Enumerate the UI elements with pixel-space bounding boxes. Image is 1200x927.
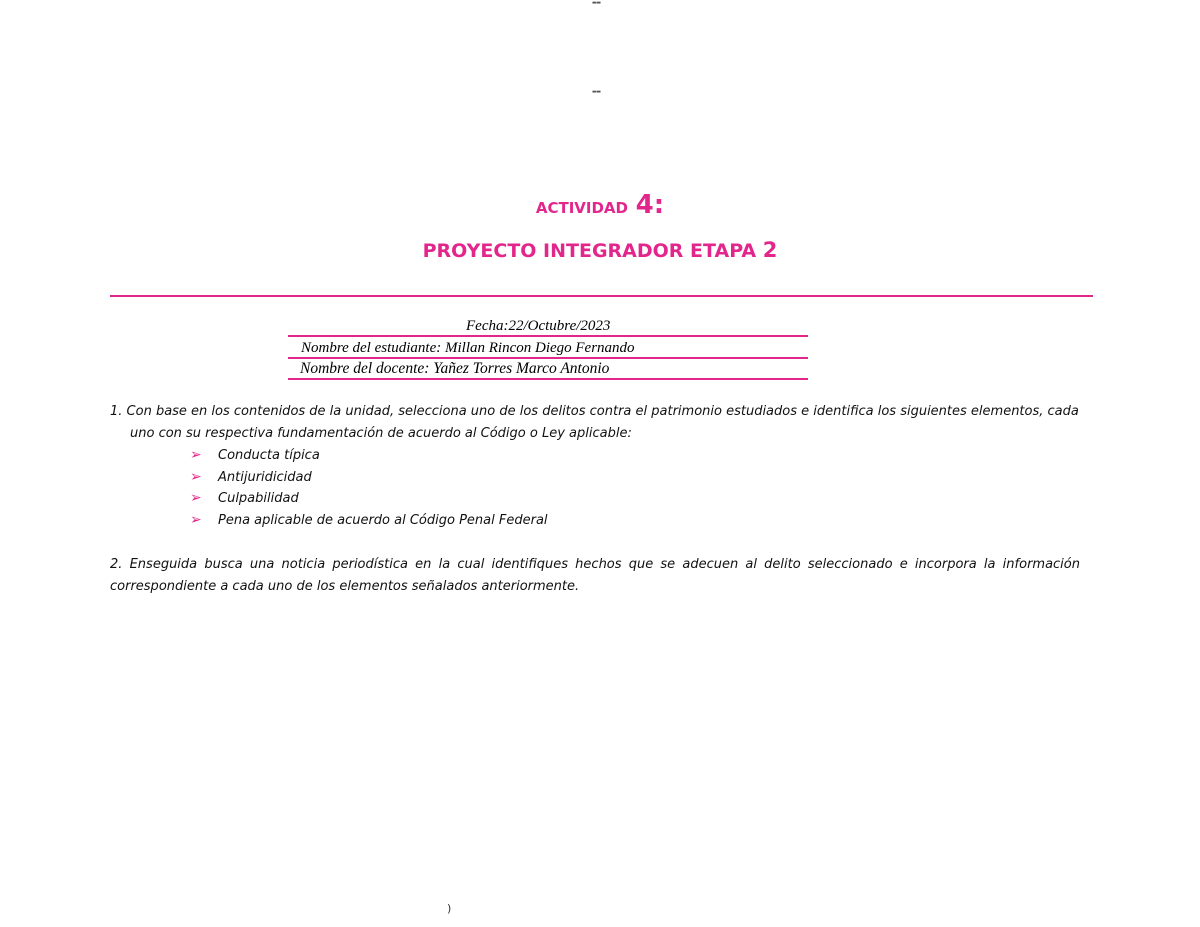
header-mark-top: ▬▬ (592, 0, 601, 6)
footer-mark: ) (447, 902, 452, 915)
student-name-line: Nombre del estudiante: Millan Rincon Diego Fernando (288, 339, 808, 359)
date-line: Fecha:22/Octubre/2023 (288, 317, 808, 337)
arrow-bullet-icon: ➢ (190, 490, 202, 506)
activity-number: 4: (635, 190, 665, 220)
arrow-bullet-icon: ➢ (190, 468, 202, 485)
question-2-line-1: 2. Enseguida busca una noticia periodística en la cual identifiques hechos que se adecuen al delito seleccionado e incorpora la información (110, 557, 1080, 572)
list-item: ➢ Conducta típica (190, 445, 548, 467)
project-word: PROYECTO INTEGRADOR ETAPA (422, 240, 757, 262)
teacher-name-line: Nombre del docente: Yañez Torres Marco Antonio (288, 360, 808, 380)
question-1-line-1: 1. Con base en los contenidos de la unidad, selecciona uno de los delitos contra el patrimonio estudiados e identifica los siguientes elementos, cada (110, 404, 1079, 419)
list-item: ➢ Antijuridicidad (190, 467, 548, 489)
list-item: ➢ Culpabilidad (190, 488, 548, 510)
project-number: 2 (762, 238, 778, 262)
arrow-bullet-icon: ➢ (190, 511, 202, 528)
question-2 (110, 554, 1080, 598)
activity-word: actividad (535, 194, 628, 219)
element-list (190, 445, 548, 531)
project-title (0, 238, 1200, 262)
arrow-bullet-icon: ➢ (190, 447, 202, 463)
title-divider (110, 295, 1093, 297)
activity-title (0, 190, 1200, 220)
question-1-line-2: uno con su respectiva fundamentación de acuerdo al Código o Ley aplicable: (130, 426, 632, 441)
list-item: ➢ Pena aplicable de acuerdo al Código Penal Federal (190, 510, 548, 532)
question-2-line-2: correspondiente a cada uno de los elementos señalados anteriormente. (110, 579, 580, 594)
header-mark-second: ▬▬ (592, 89, 601, 95)
